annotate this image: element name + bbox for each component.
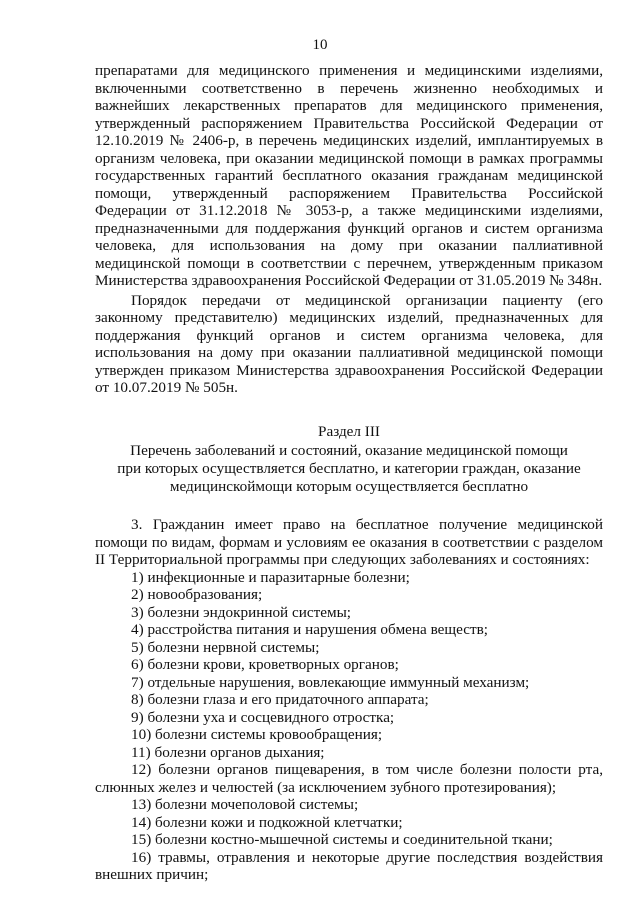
list-item: 13) болезни мочеполовой системы; bbox=[131, 796, 359, 813]
list-item: 9) болезни уха и сосцевидного отростка; bbox=[131, 708, 395, 726]
clause-3: 3. Гражданин имеет право на бесплатное получение медицинской помощи по видам, формам и условиям ее оказания в соответствии с разделом II Территориальной программы при следующих заболеваниях и состояниях: bbox=[95, 516, 603, 568]
list-item: 1) инфекционные и паразитарные болезни; bbox=[131, 568, 410, 586]
section-label: Раздел III bbox=[318, 422, 380, 440]
document-body bbox=[95, 62, 603, 884]
list-item: 5) болезни нервной системы; bbox=[131, 638, 320, 656]
section-title-line: при которых осуществляется бесплатно, и категории граждан, оказание bbox=[117, 460, 581, 477]
list-item: 10) болезни системы кровообращения; bbox=[131, 726, 383, 743]
list-item: 15) болезни костно-мышечной системы и соединительной ткани; bbox=[131, 831, 553, 848]
page-number: 10 bbox=[312, 37, 328, 53]
list-item: 8) болезни глаза и его придаточного аппарата; bbox=[131, 691, 429, 708]
list-item: 3) болезни эндокринной системы; bbox=[131, 603, 351, 621]
list-item: 14) болезни кожи и подкожной клетчатки; bbox=[131, 813, 403, 831]
conditions-list bbox=[95, 569, 603, 884]
paragraph-intro-continued: препаратами для медицинского применения и медицинскими изделиями, включенными соответственно в перечень жизненно необходимых и важнейших лекарственных препаратов для медицинского применения, утвержденный распоряжением Правительства Российской Федерации от 12.10.2019 № 2406-р, в перечень медицинских изделий, имплантируемых в организм человека, при оказании медицинской помощи в рамках программы государственных гарантий бесплатного оказания гражданам медицинской помощи, утвержденный распоряжением Правительства Российской Федерации от 31.12.2018 № 3053-р, а также медицинскими изделиями, предназначенными для поддержания функций органов и систем организма человека, для использования на дому при оказании паллиативной медицинской помощи в соответствии с перечнем, утвержденным приказом Министерства здравоохранения Российской Федерации от 31.05.2019 № 348н. bbox=[95, 62, 603, 289]
list-item: 16) травмы, отравления и некоторые другие последствия воздействия внешних причин; bbox=[95, 848, 603, 883]
list-item: 4) расстройства питания и нарушения обмена веществ; bbox=[131, 621, 488, 638]
list-item: 7) отдельные нарушения, вовлекающие иммунный механизм; bbox=[131, 673, 530, 691]
list-item: 6) болезни крови, кроветворных органов; bbox=[131, 656, 399, 673]
section-title-line: Перечень заболеваний и состояний, оказание медицинской помощи bbox=[130, 442, 568, 459]
section-title bbox=[95, 442, 603, 496]
list-item: 11) болезни органов дыхания; bbox=[131, 743, 325, 761]
list-item: 2) новообразования; bbox=[131, 586, 263, 603]
section-title-line: медицинскоймощи которым осуществляется бесплатно bbox=[169, 478, 529, 495]
list-item: 12) болезни органов пищеварения, в том числе болезни полости рта, слюнных желез и челюстей (за исключением зубного протезирования); bbox=[95, 761, 603, 796]
paragraph-transfer-procedure: Порядок передачи от медицинской организации пациенту (его законному представителю) медицинских изделий, предназначенных для поддержания функций органов и систем организма человека, для использования на дому при оказании паллиативной медицинской помощи утвержден приказом Министерства здравоохранения Российской Федерации от 10.07.2019 № 505н. bbox=[95, 291, 603, 396]
